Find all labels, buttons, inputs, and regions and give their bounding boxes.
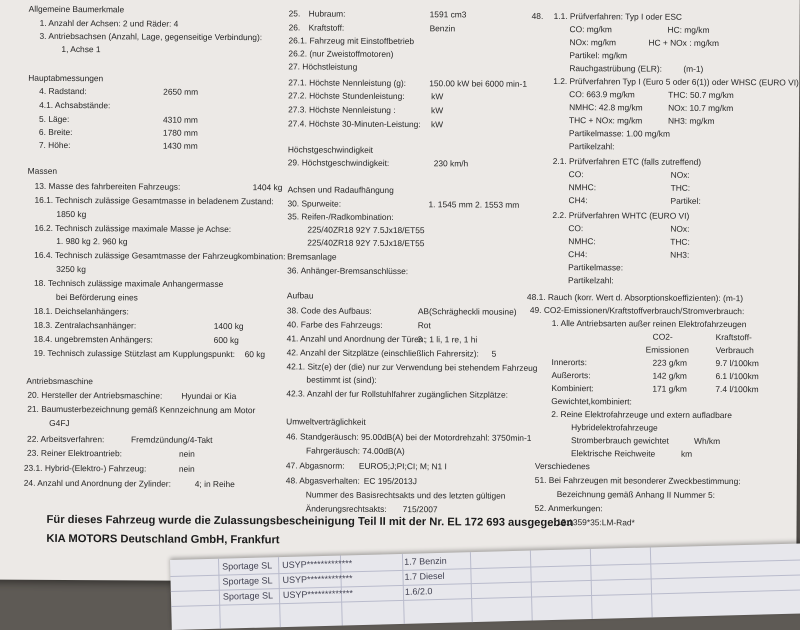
col1-text: Hauptabmessungen bbox=[28, 72, 104, 84]
col3-text: Partikel: bbox=[670, 195, 701, 206]
col2-text: 38. Code des Aufbaus: bbox=[286, 305, 372, 316]
col1-text: 22. Arbeitsverfahren: bbox=[27, 433, 105, 445]
col2-text: 48. Abgasverhalten: bbox=[285, 475, 360, 486]
col1-text: Fremdzündung/4-Takt bbox=[131, 434, 213, 445]
col2-text: 46. Standgeräusch: 95.00dB(A) bei der Motordrehzahl: 3750min-1 bbox=[286, 431, 532, 443]
col1-text: 4310 mm bbox=[162, 114, 198, 125]
sheet-cell-code: USYP************* bbox=[282, 573, 353, 586]
col1-text: 21. Baumusterbezeichnung gemäß Kennzeichnung am Motor bbox=[27, 403, 256, 416]
col3-text: km bbox=[680, 448, 693, 459]
col2-text: 3 ; 1 li, 1 re, 1 hi bbox=[417, 334, 478, 345]
col3-text: CO: 663.9 mg/km bbox=[569, 89, 635, 100]
col3-text: HC + NOx : mg/km bbox=[648, 37, 720, 48]
col3-text: 2.2. Prüfverfahren WHTC (EURO VI) bbox=[552, 209, 690, 221]
col2-text: AB(Schrägheckli mousine) bbox=[417, 306, 517, 317]
col1-text: 1400 kg bbox=[213, 320, 244, 332]
col1-text: 18. Technisch zulässige maximale Anhangermasse bbox=[33, 277, 224, 289]
col2-text: kW bbox=[431, 91, 444, 102]
col1-text: nein bbox=[178, 463, 195, 474]
col3-text: Partikelzahl: bbox=[568, 275, 614, 286]
col3-text: NMHC: 42.8 mg/km bbox=[569, 102, 643, 113]
col3-text: NH3: mg/km bbox=[667, 115, 715, 126]
col1-text: 1. 980 kg 2. 960 kg bbox=[56, 235, 128, 247]
col1-text: 4.1. Achsabstände: bbox=[39, 99, 111, 111]
col3-text: 52. Anmerkungen: bbox=[534, 502, 603, 514]
col1-text: 5. Läge: bbox=[38, 113, 70, 125]
col2-text: Achsen und Radaufhängung bbox=[287, 184, 394, 195]
col1-text: 60 kg bbox=[244, 349, 266, 360]
col1-text: 2650 mm bbox=[163, 86, 199, 97]
col3-text: 48. bbox=[531, 10, 544, 21]
col2-text: Hubraum: bbox=[308, 8, 346, 19]
col3-text: 2. Reine Elektrofahrzeuge und extern aufladbare bbox=[551, 408, 732, 421]
col2-text: 41. Anzahl und Anordnung der Türen: bbox=[286, 333, 426, 345]
sheet-cell-spec: 1.7 Diesel bbox=[404, 570, 445, 582]
col2-text: Benzin bbox=[429, 23, 456, 34]
col1-text: 13. Masse des fahrbereiten Fahrzeugs: bbox=[34, 180, 181, 192]
col3-text: Partikelzahl: bbox=[568, 141, 615, 152]
col3-text: 48.1. Rauch (korr. Wert d. Absorptionskoeffizienten): (m-1) bbox=[526, 291, 744, 304]
col2-text: 26.2. (nur Zweistoffmotoren) bbox=[288, 48, 394, 59]
col1-text: 1850 kg bbox=[56, 208, 87, 220]
col2-text: Kraftstoff: bbox=[308, 22, 345, 33]
col3-text: Stromberbrauch gewichtet bbox=[571, 435, 669, 446]
col1-text: 4; in Reihe bbox=[194, 478, 235, 490]
col2-text: 30. Spurweite: bbox=[287, 198, 342, 209]
col2-text: 36. Anhänger-Bremsanschlüsse: bbox=[287, 265, 409, 277]
col2-text: 42.3. Anzahl der fur Rollstuhlfahrer zugänglichen Sitzplätze: bbox=[286, 388, 508, 400]
col3-text: Partikel: mg/km bbox=[569, 50, 628, 61]
col2-text: 27.4. Höchste 30-Minuten-Leistung: bbox=[287, 118, 421, 130]
col2-text: 40. Farbe des Fahrzeugs: bbox=[286, 319, 383, 330]
sheet-cell-spec: 1.6/2.0 bbox=[404, 586, 433, 597]
col2-text: bestimmt ist (sind): bbox=[306, 374, 377, 385]
col3-text: 171 g/km bbox=[652, 383, 687, 394]
col1-text: 600 kg bbox=[213, 334, 239, 346]
col2-text: Höchstgeschwindigkeit bbox=[287, 144, 374, 155]
col2-text: 35. Reifen-/Radkombination: bbox=[287, 211, 394, 222]
col1-text: 16.1. Technisch zulässige Gesamtmasse in beladenem Zustand: bbox=[34, 194, 274, 207]
col1-text: Antriebsmaschine bbox=[26, 375, 94, 387]
col3-text: Bezeichnung gemäß Anhang II Nummer 5: bbox=[556, 488, 716, 500]
col3-text: CO2- bbox=[652, 331, 673, 342]
col3-text: HC: mg/km bbox=[667, 24, 710, 35]
col2-text: 715/2007 bbox=[402, 504, 438, 515]
col2-text: Bremsanlage bbox=[287, 251, 337, 262]
col3-text: Verschiedenes bbox=[534, 460, 590, 472]
col2-text: EURO5;J;PI;CI; M; N1 I bbox=[358, 460, 447, 472]
col3-text: THC: 50.7 mg/km bbox=[668, 89, 734, 101]
col2-text: 230 km/h bbox=[433, 158, 469, 169]
col3-text: 1.2. Prüfverfahren Typ I (Euro 5 oder 6(1)) oder WHSC (EURO VI) bbox=[553, 75, 799, 88]
col2-text: 47. Abgasnorm: bbox=[285, 460, 345, 471]
col1-text: 3. Antriebsachsen (Anzahl, Lage, gegenseitige Verbindung): bbox=[39, 30, 263, 43]
col1-text: 19. Technisch zulassige Stützlast am Kupplungspunkt: bbox=[33, 347, 236, 360]
col3-text: Wh/km bbox=[694, 435, 721, 446]
col3-text: Kombiniert: bbox=[551, 382, 594, 394]
col3-text: NOx: bbox=[670, 169, 690, 180]
col1-text: 3250 kg bbox=[56, 263, 86, 275]
col2-text: 26. bbox=[288, 22, 301, 33]
col3-text: NMHC: bbox=[568, 236, 596, 247]
col2-text: 27.1. Höchste Nennleistung (g): bbox=[288, 77, 407, 89]
col2-text: kW bbox=[431, 105, 444, 116]
col3-text: 13:1359*35:LM-Rad* bbox=[556, 516, 635, 528]
col2-text: 27. Höchstleistung bbox=[288, 61, 358, 72]
col3-text: CO: bbox=[568, 223, 584, 234]
col2-text: 25. bbox=[288, 8, 301, 19]
footer-line-1: Für dieses Fahrzeug wurde die Zulassungsbescheinigung Teil II mit der Nr. EL 172 693 ausgegeben bbox=[46, 513, 574, 530]
col3-text: CO: bbox=[568, 169, 584, 180]
col3-text: Kraftstoff- bbox=[715, 331, 752, 343]
col1-text: 1, Achse 1 bbox=[61, 43, 101, 55]
col2-text: 27.3. Höchste Nennleistung : bbox=[288, 104, 396, 116]
col2-text: kW bbox=[430, 119, 444, 130]
sheet-cell-model: Sportage SL bbox=[222, 590, 274, 602]
col2-text: 29. Höchstgeschwindigkeit: bbox=[287, 157, 390, 168]
sheet-cell-model: Sportage SL bbox=[222, 575, 273, 587]
col1-text: 16.4. Technisch zulässige Gesamtmasse der Fahrzeugkombination: bbox=[34, 249, 286, 262]
col3-text: 1. Alle Antriebsarten außer reinen Elektrofahrzeugen bbox=[551, 317, 747, 330]
col3-text: NOx: bbox=[670, 223, 690, 234]
col1-text: bei Beförderung eines bbox=[55, 291, 138, 303]
col3-text: NOx: 10.7 mg/km bbox=[668, 102, 734, 114]
col3-text: CO: mg/km bbox=[569, 24, 612, 35]
col2-text: 42. Anzahl der Sitzplätze (einschließlich Fahrersitz): bbox=[286, 347, 479, 359]
col3-text: CH4: bbox=[568, 195, 588, 206]
col3-text: Verbrauch bbox=[715, 344, 754, 356]
col1-text: 6. Breite: bbox=[38, 126, 73, 138]
col3-text: 51. Bei Fahrzeugen mit besonderer Zweckbestimmung: bbox=[534, 474, 741, 487]
col3-text: 1.1. Prüfverfahren: Typ I oder ESC bbox=[553, 10, 683, 22]
col3-text: Partikelmasse: bbox=[568, 262, 624, 273]
col3-text: Emissionen bbox=[645, 344, 689, 355]
sheet-cell-code: USYP************* bbox=[282, 558, 353, 571]
col3-text: THC: bbox=[670, 182, 691, 193]
col3-text: (m-1) bbox=[683, 63, 704, 74]
col2-text: Aufbau bbox=[286, 290, 314, 301]
col1-text: 18.4. ungebremsten Anhängers: bbox=[33, 333, 153, 345]
col3-text: Innerorts: bbox=[551, 356, 587, 368]
col2-text: 225/40ZR18 92Y 7.5Jx18/ET55 bbox=[307, 237, 425, 249]
sheet-cell-model: Sportage SL bbox=[222, 560, 273, 572]
col2-text: 5 bbox=[491, 348, 497, 359]
col2-text: Umweltverträglichkeit bbox=[286, 416, 366, 427]
col3-text: Hybridelektrofahrzeuge bbox=[571, 422, 658, 433]
col3-text: 9.7 l/100km bbox=[715, 357, 759, 369]
col3-text: 2.1. Prüfverfahren ETC (falls zutreffend) bbox=[552, 155, 702, 167]
col3-text: NH3: bbox=[670, 249, 690, 260]
col1-text: 24. Anzahl und Anordnung der Zylinder: bbox=[23, 477, 171, 489]
col2-text: Rot bbox=[417, 320, 431, 331]
col3-text: THC + NOx: mg/km bbox=[568, 115, 643, 126]
col1-text: G4FJ bbox=[49, 417, 70, 429]
col3-text: Außerorts: bbox=[551, 369, 591, 381]
col3-text: Gewichtet,kombiniert: bbox=[551, 395, 632, 407]
col3-text: 6.1 l/100km bbox=[715, 370, 759, 382]
col3-text: NMHC: bbox=[568, 182, 597, 193]
col3-text: Partikelmasse: 1.00 mg/km bbox=[568, 128, 670, 139]
col2-text: 42.1. Sitz(e) der (die) nur zur Verwendung bei stehendem Fahrzeug bbox=[286, 361, 538, 373]
col1-text: Allgemeine Baumerkmale bbox=[28, 3, 125, 15]
col2-text: 150.00 kW bei 6000 min-1 bbox=[429, 78, 528, 89]
col1-text: 20. Hersteller der Antriebsmaschine: bbox=[27, 389, 163, 401]
col1-text: 16.2. Technisch zulässige maximale Masse je Achse: bbox=[34, 222, 232, 235]
col2-text: 1. 1545 mm 2. 1553 mm bbox=[428, 199, 520, 210]
col1-text: 18.1. Deichselanhängers: bbox=[33, 305, 129, 317]
col2-text: Nummer des Basisrechtsakts und des letzten gültigen bbox=[305, 489, 506, 501]
col1-text: Massen bbox=[27, 165, 58, 176]
col1-text: 4. Radstand: bbox=[39, 85, 87, 97]
col2-text: 225/40ZR18 92Y 7.5Jx18/ET55 bbox=[307, 224, 425, 236]
col1-text: 18.3. Zentralachsanhänger: bbox=[33, 319, 137, 331]
col3-text: Elektrische Reichweite bbox=[570, 448, 656, 459]
col1-text: 23.1. Hybrid-(Elektro-) Fahrzeug: bbox=[23, 462, 147, 474]
col1-text: 1780 mm bbox=[162, 127, 198, 138]
col1-text: 7. Höhe: bbox=[38, 139, 71, 151]
col1-text: 23. Reiner Elektroantrieb: bbox=[26, 447, 122, 459]
col1-text: 1430 mm bbox=[162, 140, 198, 151]
col1-text: 1404 kg bbox=[252, 182, 283, 193]
col3-text: 142 g/km bbox=[652, 370, 687, 381]
col3-text: 49. CO2-Emissionen/Kraftstoffverbrauch/Stromverbrauch: bbox=[529, 304, 745, 317]
col2-text: Fahrgeräusch: 74.00dB(A) bbox=[305, 445, 405, 457]
col3-text: 7.4 l/100km bbox=[715, 383, 759, 395]
col3-text: 223 g/km bbox=[652, 357, 688, 368]
col1-text: Hyundai or Kia bbox=[181, 390, 237, 402]
col3-text: Rauchgastrübung (ELR): bbox=[569, 63, 663, 74]
sheet-cell-code: USYP************* bbox=[282, 588, 354, 601]
sheet-cell-spec: 1.7 Benzin bbox=[403, 555, 447, 567]
footer-line-2: KIA MOTORS Deutschland GmbH, Frankfurt bbox=[46, 532, 280, 547]
col2-text: EC 195/2013J bbox=[363, 475, 417, 487]
col1-text: nein bbox=[178, 448, 195, 459]
col3-text: NOx: mg/km bbox=[569, 37, 617, 48]
col3-text: CH4: bbox=[568, 249, 588, 260]
col2-text: 27.2. Höchste Stundenleistung: bbox=[288, 90, 405, 102]
col3-text: THC: bbox=[670, 236, 690, 247]
col2-text: Änderungsrechtsakts: bbox=[305, 503, 387, 514]
col1-text: 1. Anzahl der Achsen: 2 und Räder: 4 bbox=[39, 17, 179, 29]
col2-text: 26.1. Fahrzeug mit Einstoffbetrieb bbox=[288, 35, 415, 47]
col2-text: 1591 cm3 bbox=[429, 9, 467, 20]
